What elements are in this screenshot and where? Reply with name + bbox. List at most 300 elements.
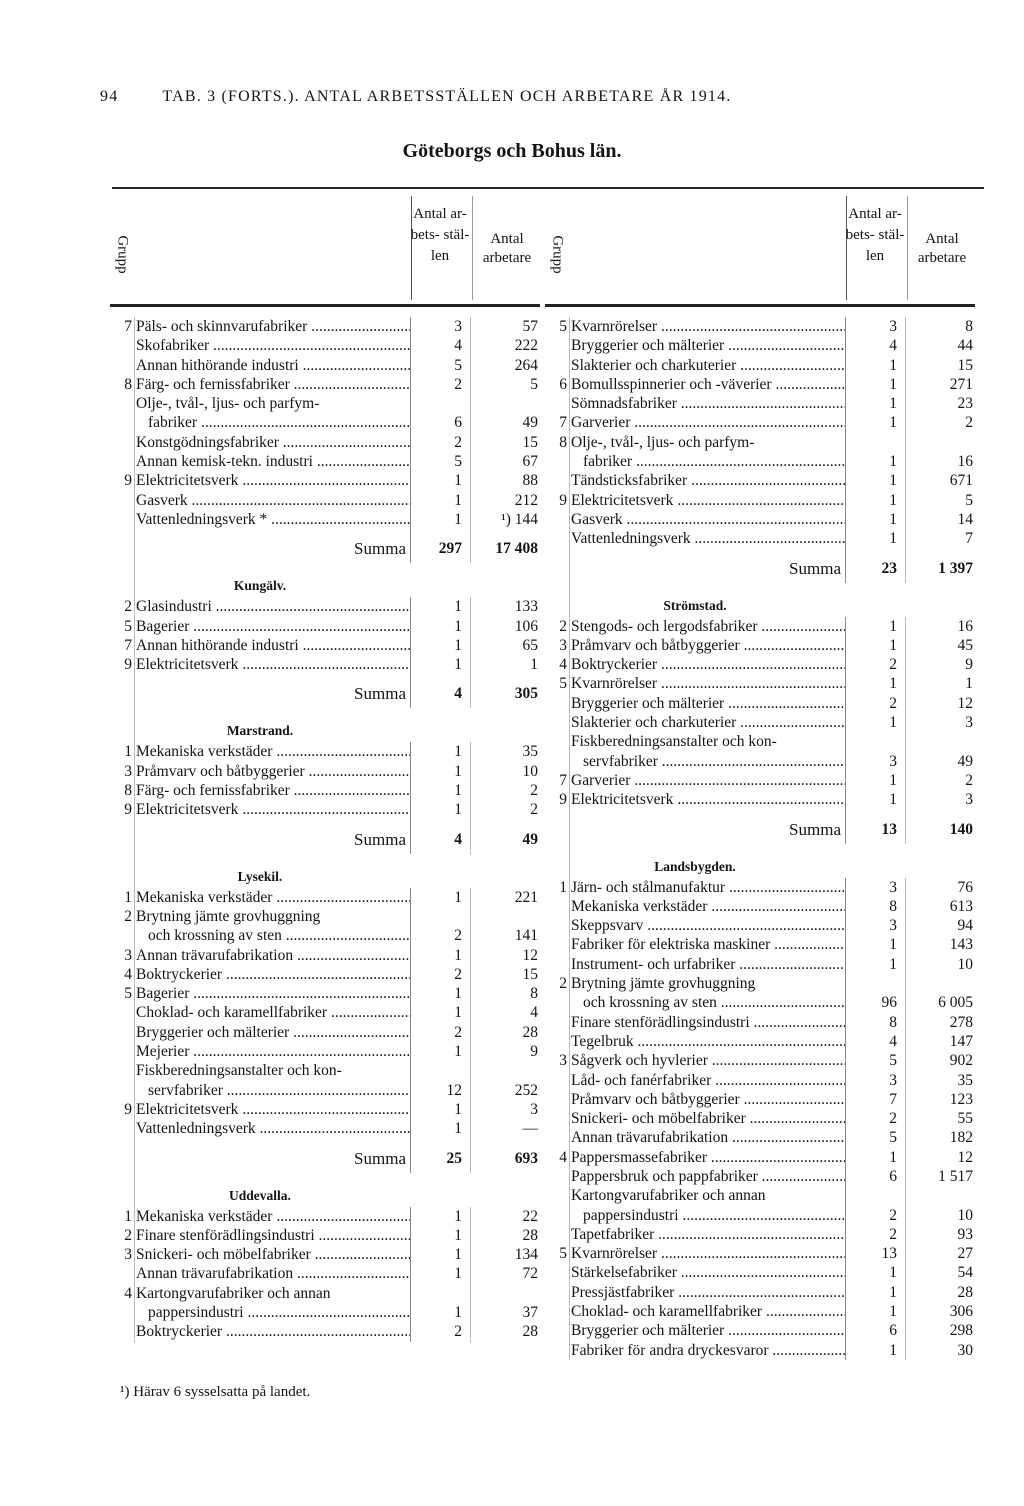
grupp-cell: [545, 471, 569, 490]
grupp-cell: [545, 955, 569, 974]
industry-label: Annan hithörande industri .....: [134, 356, 410, 375]
antal-arbetsstallen-cell: 2: [845, 694, 905, 713]
industry-label: Kvarnrörelser .....: [569, 1244, 845, 1263]
antal-arbetare-cell: 221: [470, 888, 540, 907]
antal-arbetare-cell: 7: [905, 529, 975, 548]
antal-arbetsstallen-cell: 4: [410, 336, 470, 355]
footnote: ¹) Härav 6 sysselsatta på landet.: [120, 1384, 311, 1400]
antal-arbetsstallen-cell: 3: [845, 1071, 905, 1090]
table-row: [545, 1051, 975, 1070]
grupp-cell: 2: [559, 617, 567, 635]
grupp-cell: [545, 713, 569, 732]
grupp-cell: 8: [559, 433, 567, 451]
antal-arbetare-cell: 28: [470, 1023, 540, 1042]
grupp-cell: [110, 1061, 134, 1080]
antal-arbetsstallen-cell: 3: [845, 878, 905, 897]
table-row: [110, 965, 540, 984]
grupp-cell: [110, 1322, 134, 1341]
grupp-cell: [545, 1167, 569, 1186]
table-row: [545, 1071, 975, 1090]
antal-arbetare-cell: 271: [905, 375, 975, 394]
grupp-cell: 8: [124, 782, 132, 800]
section-title: Marstrand.: [226, 723, 294, 739]
antal-arbetsstallen-cell: 13: [845, 1244, 905, 1263]
table-row: [545, 1321, 975, 1340]
antal-arbetare-header: Antal arbetare: [482, 231, 532, 266]
grupp-cell: [545, 529, 569, 548]
grupp-cell: 6: [559, 375, 567, 393]
industry-label: Järn- och stålmanufaktur .....: [569, 878, 845, 897]
antal-arbetsstallen-cell: 5: [845, 1051, 905, 1070]
antal-arbetare-cell: 9: [470, 1042, 540, 1061]
antal-arbetsstallen-cell: 5: [845, 1128, 905, 1147]
industry-label: Boktryckerier .....: [134, 965, 410, 984]
section-title: Strömstad.: [663, 597, 727, 613]
table-row: [110, 1264, 540, 1283]
antal-arbetare-cell: 9: [905, 655, 975, 674]
summa-row: [110, 1139, 540, 1173]
top-rule: [112, 187, 984, 189]
antal-arbetare-cell: 3: [470, 1100, 540, 1119]
grupp-cell: 9: [124, 801, 132, 819]
section-heading: [545, 583, 975, 617]
table-row: [545, 1206, 975, 1225]
industry-label: Bryggerier och mälterier .....: [569, 694, 845, 713]
industry-label: Elektricitetsverk .....: [134, 1100, 410, 1119]
grupp-cell: [110, 336, 134, 355]
industry-label: Tapetfabriker .....: [569, 1225, 845, 1244]
table-row: [545, 694, 975, 713]
antal-arbetare-cell: 902: [905, 1051, 975, 1070]
antal-arbetare-cell: 12: [470, 946, 540, 965]
industry-label: Sömnadsfabriker .....: [569, 394, 845, 413]
header-rule: [545, 304, 975, 307]
grupp-cell: [110, 926, 134, 945]
industry-label: Elektricitetsverk .....: [134, 800, 410, 819]
industry-label: fabriker .....: [569, 452, 845, 471]
grupp-cell: 9: [124, 656, 132, 674]
antal-arbetsstallen-cell: 2: [410, 926, 470, 945]
grupp-cell: [545, 1071, 569, 1090]
grupp-cell: 5: [559, 318, 567, 335]
table-row: [545, 1128, 975, 1147]
industry-label: pappersindustri .....: [134, 1303, 410, 1322]
industry-label: Mekaniska verkstäder .....: [134, 1207, 410, 1226]
table-row: [545, 1244, 975, 1263]
antal-arbetare-cell: 1 517: [905, 1167, 975, 1186]
summa-row: [110, 820, 540, 854]
antal-arbetare-cell: 30: [905, 1341, 975, 1360]
industry-label: Bagerier .....: [134, 617, 410, 636]
antal-arbetare-cell: 106: [470, 617, 540, 636]
antal-arbetare-cell: 35: [470, 742, 540, 761]
grupp-cell: [545, 1032, 569, 1051]
grupp-cell: 5: [124, 985, 132, 1003]
table-row: [110, 907, 540, 926]
antal-arbetsstallen-cell: 1: [410, 1245, 470, 1264]
antal-arbetsstallen-cell: 1: [845, 394, 905, 413]
grupp-cell: [545, 336, 569, 355]
antal-arbetsstallen-cell: 3: [845, 916, 905, 935]
industry-label: Skeppsvarv .....: [569, 916, 845, 935]
grupp-cell: 4: [559, 656, 567, 674]
antal-arbetare-cell: 10: [470, 762, 540, 781]
industry-label: Färg- och fernissfabriker .....: [134, 781, 410, 800]
antal-arbetsstallen-cell: 1: [845, 1148, 905, 1167]
table-row: [545, 878, 975, 897]
right-column: [545, 196, 975, 1360]
industry-label: Choklad- och karamellfabriker .....: [569, 1302, 845, 1321]
antal-arbetare-cell: 54: [905, 1263, 975, 1282]
antal-arbetsstallen-cell: 1: [410, 471, 470, 490]
grupp-cell: 5: [559, 675, 567, 693]
antal-arbetsstallen-cell: 4: [845, 336, 905, 355]
antal-arbetsstallen-cell: 1: [845, 935, 905, 954]
grupp-cell: 5: [124, 617, 132, 635]
antal-arbetsstallen-cell: 1: [410, 636, 470, 655]
table-row: [545, 1032, 975, 1051]
table-row: [110, 1119, 540, 1138]
antal-arbetare-cell: ¹) 144: [470, 510, 540, 529]
antal-arbetare-cell: 306: [905, 1302, 975, 1321]
grupp-cell: [110, 1081, 134, 1100]
table-row: [110, 1100, 540, 1119]
antal-arbetsstallen-cell: 2: [845, 655, 905, 674]
antal-arbetare-cell: 141: [470, 926, 540, 945]
table-row: [110, 617, 540, 636]
antal-arbetare-cell: 15: [905, 356, 975, 375]
antal-arbetsstallen-cell: 1: [410, 1207, 470, 1226]
grupp-cell: [545, 1341, 569, 1360]
industry-label: pappersindustri .....: [569, 1206, 845, 1225]
antal-arbetsstallen-cell: 1: [845, 413, 905, 432]
antal-arbetsstallen-cell: 1: [845, 1302, 905, 1321]
table-row: [545, 636, 975, 655]
antal-arbetsstallen-cell: 1: [845, 636, 905, 655]
grupp-cell: [110, 413, 134, 432]
antal-arbetare-cell: [470, 1061, 540, 1080]
antal-arbetare-cell: 67: [470, 452, 540, 471]
table-row: [110, 597, 540, 616]
antal-arbetsstallen-cell: 2: [410, 433, 470, 452]
page-header: [100, 88, 732, 106]
antal-arbetare-cell: 133: [470, 597, 540, 616]
antal-arbetare-cell: 65: [470, 636, 540, 655]
table-row: [110, 1061, 540, 1080]
table-row: [545, 935, 975, 954]
grupp-cell: [110, 433, 134, 452]
section-title: Lysekil.: [237, 868, 283, 884]
antal-arbetare-cell: 15: [470, 965, 540, 984]
industry-label: Elektricitetsverk .....: [569, 790, 845, 809]
header-rule: [110, 304, 540, 307]
antal-arbetsstallen-cell: 1: [410, 491, 470, 510]
antal-arbetare-cell: 16: [905, 617, 975, 636]
antal-arbetare-cell: 212: [470, 491, 540, 510]
industry-label: Annan kemisk-tekn. industri .....: [134, 452, 410, 471]
antal-arbetsstallen-cell: 1: [410, 888, 470, 907]
antal-arbetsstallen-cell: 1: [845, 510, 905, 529]
table-row: [545, 1263, 975, 1282]
grupp-cell: 1: [124, 888, 132, 906]
antal-arbetsstallen-cell: [410, 1061, 470, 1080]
grupp-cell: 7: [559, 414, 567, 432]
table-row: [110, 762, 540, 781]
grupp-cell: [545, 916, 569, 935]
section-heading: [110, 563, 540, 597]
grupp-cell: 1: [559, 878, 567, 896]
industry-label: Fiskberedningsanstalter och kon-: [571, 733, 777, 751]
antal-arbetsstallen-cell: 1: [410, 984, 470, 1003]
industry-label: Elektricitetsverk .....: [134, 471, 410, 490]
antal-arbetare-cell: [470, 907, 540, 926]
antal-arbetare-cell: 4: [470, 1003, 540, 1022]
industry-label: Fabriker för elektriska maskiner .....: [569, 935, 845, 954]
grupp-cell: [545, 1186, 569, 1205]
grupp-cell: 4: [124, 1284, 132, 1302]
table-row: [545, 1341, 975, 1360]
table-row: [545, 452, 975, 471]
antal-arbetare-cell: 5: [905, 491, 975, 510]
antal-arbetare-cell: 10: [905, 955, 975, 974]
antal-arbetsstallen-cell: 1: [845, 491, 905, 510]
table-row: [545, 433, 975, 452]
industry-label: Brytning jämte grovhuggning: [571, 975, 756, 993]
antal-arbetsstallen-cell: [410, 394, 470, 413]
antal-arbetsstallen-cell: 6: [845, 1167, 905, 1186]
grupp-cell: [110, 1023, 134, 1042]
antal-arbetare-cell: 76: [905, 878, 975, 897]
antal-arbetsstallen-cell: 1: [410, 1119, 470, 1138]
antal-arbetsstallen-cell: 1: [845, 356, 905, 375]
antal-arbetare-header: Antal arbetare: [917, 231, 967, 266]
table-row: [110, 336, 540, 355]
section-heading: [545, 844, 975, 878]
column-header: [545, 196, 975, 300]
antal-arbetsstallen-cell: 1: [845, 471, 905, 490]
table-row: [110, 800, 540, 819]
antal-arbetsstallen-cell: 5: [410, 356, 470, 375]
table-row: [110, 888, 540, 907]
grupp-cell: [545, 935, 569, 954]
antal-arbetsstallen-cell: 1: [410, 655, 470, 674]
table-row: [110, 1245, 540, 1264]
table-row: [545, 655, 975, 674]
antal-arbetsstallen-cell: 6: [410, 413, 470, 432]
grupp-cell: [545, 993, 569, 1012]
grupp-cell: 9: [559, 491, 567, 509]
industry-label: Garverier .....: [569, 771, 845, 790]
industry-label: Boktryckerier .....: [569, 655, 845, 674]
grupp-cell: [545, 1128, 569, 1147]
antal-arbetsstallen-cell: 1: [410, 742, 470, 761]
antal-arbetare-cell: 6 005: [905, 993, 975, 1012]
antal-arbetsstallen-header: Antal ar- bets- stäl- len: [410, 206, 470, 264]
antal-arbetsstallen-cell: 2: [845, 1225, 905, 1244]
antal-arbetsstallen-header: Antal ar- bets- stäl- len: [845, 206, 905, 264]
antal-arbetare-cell: 222: [470, 336, 540, 355]
antal-arbetare-cell: 15: [470, 433, 540, 452]
industry-label: Olje-, tvål-, ljus- och parfym-: [136, 395, 320, 413]
antal-arbetsstallen-cell: 1: [410, 510, 470, 529]
antal-arbetsstallen-cell: 1: [410, 597, 470, 616]
industry-label: Skofabriker .....: [134, 336, 410, 355]
column-header: [110, 196, 540, 300]
grupp-cell: [110, 674, 134, 708]
industry-label: Annan trävarufabrikation .....: [569, 1128, 845, 1147]
grupp-cell: [545, 752, 569, 771]
industry-label: Annan trävarufabrikation .....: [134, 1264, 410, 1283]
industry-label: Summa: [789, 558, 841, 578]
table-row: [110, 394, 540, 413]
antal-arbetsstallen-cell: 2: [410, 965, 470, 984]
grupp-header: Grupp: [114, 235, 131, 274]
antal-arbetsstallen-cell: [410, 907, 470, 926]
industry-label: Pråmvarv och båtbyggerier .....: [134, 762, 410, 781]
section-title: Kungälv.: [233, 578, 287, 594]
antal-arbetare-cell: 123: [905, 1090, 975, 1109]
table-row: [110, 471, 540, 490]
antal-arbetare-cell: 140: [905, 810, 975, 844]
table-row: [110, 356, 540, 375]
antal-arbetsstallen-cell: 8: [845, 1013, 905, 1032]
industry-label: Fiskberedningsanstalter och kon-: [136, 1062, 342, 1080]
table-row: [110, 1081, 540, 1100]
antal-arbetsstallen-cell: 23: [845, 549, 905, 583]
antal-arbetare-cell: 35: [905, 1071, 975, 1090]
antal-arbetsstallen-cell: 1: [410, 1264, 470, 1283]
industry-label: Gasverk .....: [134, 491, 410, 510]
antal-arbetare-cell: 10: [905, 1206, 975, 1225]
grupp-header: Grupp: [549, 235, 566, 274]
industry-label: Tegelbruk .....: [569, 1032, 845, 1051]
antal-arbetare-cell: 55: [905, 1109, 975, 1128]
industry-label: Summa: [354, 539, 406, 559]
antal-arbetsstallen-cell: 1: [845, 452, 905, 471]
table-row: [110, 433, 540, 452]
table-row: [545, 916, 975, 935]
grupp-cell: [110, 1003, 134, 1022]
grupp-cell: [110, 1303, 134, 1322]
grupp-cell: 3: [124, 946, 132, 964]
table-row: [110, 1284, 540, 1303]
antal-arbetsstallen-cell: [845, 1186, 905, 1205]
industry-label: Bomullsspinnerier och -väverier .....: [569, 375, 845, 394]
table-row: [110, 491, 540, 510]
table-row: [545, 771, 975, 790]
antal-arbetare-cell: 49: [470, 820, 540, 854]
section-title: Landsbygden.: [654, 858, 736, 874]
antal-arbetsstallen-cell: 1: [410, 946, 470, 965]
industry-label: Kvarnrörelser .....: [569, 317, 845, 336]
antal-arbetare-cell: 8: [905, 317, 975, 336]
antal-arbetare-cell: 305: [470, 674, 540, 708]
table-row: [110, 926, 540, 945]
antal-arbetsstallen-cell: 1: [845, 1283, 905, 1302]
industry-label: Bryggerier och mälterier .....: [134, 1023, 410, 1042]
antal-arbetsstallen-cell: 1: [845, 375, 905, 394]
table-row: [545, 1167, 975, 1186]
grupp-cell: 2: [124, 1226, 132, 1244]
table-row: [110, 375, 540, 394]
industry-label: Pråmvarv och båtbyggerier .....: [569, 1090, 845, 1109]
industry-label: Kartongvarufabriker och annan: [136, 1284, 331, 1302]
table-row: [110, 742, 540, 761]
industry-label: fabriker .....: [134, 413, 410, 432]
grupp-cell: 4: [124, 965, 132, 983]
grupp-cell: [545, 1225, 569, 1244]
antal-arbetsstallen-cell: 1: [410, 781, 470, 800]
table-row: [545, 375, 975, 394]
industry-label: Konstgödningsfabriker .....: [134, 433, 410, 452]
industry-label: Tändsticksfabriker .....: [569, 471, 845, 490]
table-row: [110, 1226, 540, 1245]
antal-arbetare-cell: 94: [905, 916, 975, 935]
antal-arbetare-cell: 16: [905, 452, 975, 471]
grupp-cell: [545, 1206, 569, 1225]
industry-label: Snickeri- och möbelfabriker .....: [134, 1245, 410, 1264]
table-row: [545, 529, 975, 548]
grupp-cell: [545, 1321, 569, 1340]
table-row: [545, 413, 975, 432]
industry-label: Bagerier .....: [134, 984, 410, 1003]
industry-label: Stengods- och lergodsfabriker .....: [569, 617, 845, 636]
grupp-cell: [545, 1013, 569, 1032]
industry-label: Summa: [354, 684, 406, 704]
industry-label: Gasverk .....: [569, 510, 845, 529]
antal-arbetsstallen-cell: 8: [845, 897, 905, 916]
table-row: [110, 510, 540, 529]
grupp-cell: [545, 1263, 569, 1282]
antal-arbetare-cell: 2: [470, 781, 540, 800]
antal-arbetare-cell: 14: [905, 510, 975, 529]
table-row: [110, 317, 540, 336]
industry-label: Bryggerier och mälterier .....: [569, 1321, 845, 1340]
table-row: [110, 781, 540, 800]
grupp-cell: 3: [124, 1246, 132, 1264]
table-row: [545, 713, 975, 732]
grupp-cell: 7: [124, 636, 132, 654]
antal-arbetsstallen-cell: 1: [410, 617, 470, 636]
antal-arbetsstallen-cell: 2: [410, 375, 470, 394]
antal-arbetsstallen-cell: 3: [845, 752, 905, 771]
grupp-cell: [545, 1109, 569, 1128]
industry-label: Summa: [354, 829, 406, 849]
antal-arbetare-cell: 72: [470, 1264, 540, 1283]
industry-label: Finare stenförädlingsindustri .....: [134, 1226, 410, 1245]
grupp-cell: 3: [559, 636, 567, 654]
grupp-cell: 4: [559, 1148, 567, 1166]
antal-arbetsstallen-cell: 1: [845, 713, 905, 732]
industry-label: Olje-, tvål-, ljus- och parfym-: [571, 433, 755, 451]
industry-label: Vattenledningsverk * .....: [134, 510, 410, 529]
table-row: [545, 356, 975, 375]
antal-arbetare-cell: 1: [470, 655, 540, 674]
antal-arbetsstallen-cell: 2: [845, 1206, 905, 1225]
table-row: [545, 955, 975, 974]
summa-row: [110, 674, 540, 708]
industry-label: Päls- och skinnvarufabriker .....: [134, 317, 410, 336]
industry-label: Garverier .....: [569, 413, 845, 432]
grupp-cell: 2: [559, 975, 567, 993]
antal-arbetsstallen-cell: [410, 1284, 470, 1303]
antal-arbetare-cell: 2: [905, 771, 975, 790]
antal-arbetare-cell: [470, 1284, 540, 1303]
industry-label: servfabriker .....: [569, 752, 845, 771]
grupp-cell: [545, 810, 569, 844]
page-title: Göteborgs och Bohus län.: [402, 140, 622, 162]
industry-label: Summa: [789, 819, 841, 839]
